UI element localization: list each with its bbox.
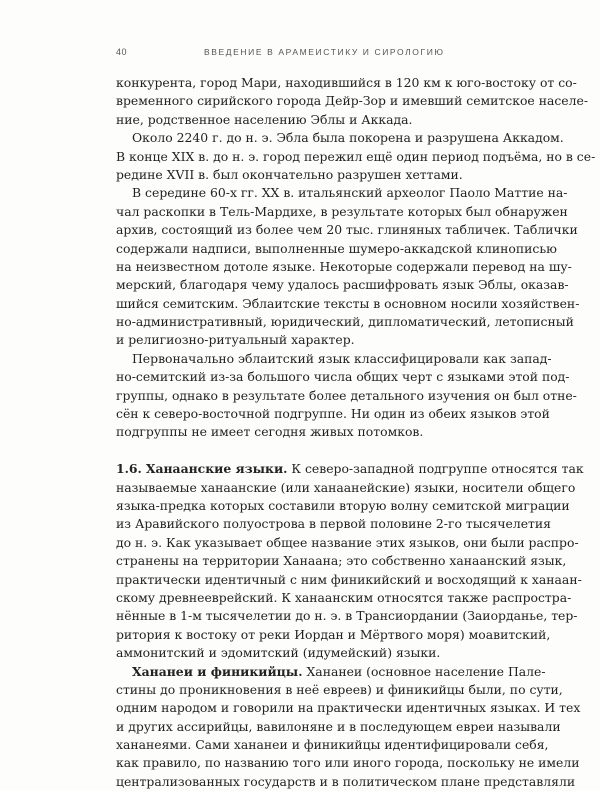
subsection-heading-line <box>116 663 487 681</box>
section-heading-line <box>116 460 487 478</box>
text-line: архив, состоящий из более чем 20 тыс. глиняных табличек. Таблички <box>116 221 487 239</box>
text-line: одним народом и говорили на практически идентичных языках. И тех <box>116 699 487 717</box>
text-line: содержали надписи, выполненные шумеро-аккадской клинописью <box>116 240 487 258</box>
text-line: на неизвестном дотоле языке. Некоторые содержали перевод на шу- <box>116 258 487 276</box>
text-line: конкурента, город Мари, находившийся в 120 км к юго-востоку от со- <box>116 74 487 92</box>
text-line: стины до проникновения в неё евреев) и финикийцы были, по сути, <box>116 681 487 699</box>
text-line: чал раскопки в Тель-Мардихе, в результате которых был обнаружен <box>116 203 487 221</box>
page-number: 40 <box>116 47 127 57</box>
text-line: подгруппы не имеет сегодня живых потомков. <box>116 423 487 441</box>
subsection-title: Хананеи и финикийцы. <box>132 664 303 679</box>
text-line: и других ассирийцы, вавилоняне и в последующем евреи называли <box>116 718 487 736</box>
text-line: ритория к востоку от реки Иордан и Мёртвого моря) моавитский, <box>116 626 487 644</box>
text-line: но-административный, юридический, дипломатический, летописный <box>116 313 487 331</box>
text-line: скому древнееврейский. К ханаанским относятся также распростра- <box>116 589 487 607</box>
subsection-paragraph <box>116 663 487 791</box>
text-line: ние, родственное населению Эблы и Аккада. <box>116 111 487 129</box>
text-line: до н. э. Как указывает общее название этих языков, они были распро- <box>116 534 487 552</box>
paragraph <box>116 350 487 442</box>
paragraph <box>116 74 487 129</box>
running-title: ВВЕДЕНИЕ В АРАМЕИСТИКУ И СИРОЛОГИЮ <box>204 47 445 57</box>
text-line: В середине 60-х гг. XX в. итальянский археолог Паоло Маттие на- <box>116 184 487 202</box>
text-line: языка-предка которых составили вторую волну семитской миграции <box>116 497 487 515</box>
text-line: мерский, благодаря чему удалось расшифровать язык Эблы, оказав- <box>116 276 487 294</box>
text-line: редине XVII в. был окончательно разрушен хеттами. <box>116 166 487 184</box>
text-line: называемые ханаанские (или ханаанейские) языки, носители общего <box>116 479 487 497</box>
text-line: хананеями. Сами хананеи и финикийцы идентифицировали себя, <box>116 736 487 754</box>
section-paragraph <box>116 460 487 662</box>
text-line: группы, однако в результате более детального изучения он был отне- <box>116 387 487 405</box>
text-line: сён к северо-восточной подгруппе. Ни один из обеих языков этой <box>116 405 487 423</box>
section-number: 1.6. <box>116 461 142 476</box>
text-line: временного сирийского города Дейр-Зор и имевший семитское населе- <box>116 92 487 110</box>
text-line: централизованных государств и в политическом плане представляли <box>116 773 487 791</box>
text-line: практически идентичный с ним финикийский и восходящий к ханаан- <box>116 571 487 589</box>
section-title: Ханаанские языки. <box>146 461 288 476</box>
text-line: странены на территории Ханаана; это собственно ханаанский язык, <box>116 552 487 570</box>
text-line: В конце XIX в. до н. э. город пережил ещё один период подъёма, но в се- <box>116 148 487 166</box>
body-text <box>116 74 487 791</box>
text-line: из Аравийского полуострова в первой половине 2-го тысячелетия <box>116 515 487 533</box>
section-spacer <box>116 442 487 460</box>
paragraph <box>116 184 487 350</box>
paragraph <box>116 129 487 184</box>
text-line: но-семитский из-за большого числа общих черт с языками этой под- <box>116 368 487 386</box>
section-heading-rest: К северо-западной подгруппе относятся так <box>287 461 583 476</box>
page-header <box>116 47 486 61</box>
text-line: Первоначально эблаитский язык классифицировали как запад- <box>116 350 487 368</box>
text-line: шийся семитским. Эблаитские тексты в основном носили хозяйствен- <box>116 295 487 313</box>
text-line: нённые в 1-м тысячелетии до н. э. в Трансиордании (Заиорданье, тер- <box>116 607 487 625</box>
text-line: аммонитский и эдомитский (идумейский) языки. <box>116 644 487 662</box>
text-line: и религиозно-ритуальный характер. <box>116 331 487 349</box>
subsection-heading-rest: Хананеи (основное население Пале- <box>303 664 546 679</box>
text-line: как правило, по названию того или иного города, поскольку не имели <box>116 754 487 772</box>
text-line: Около 2240 г. до н. э. Эбла была покорена и разрушена Аккадом. <box>116 129 487 147</box>
